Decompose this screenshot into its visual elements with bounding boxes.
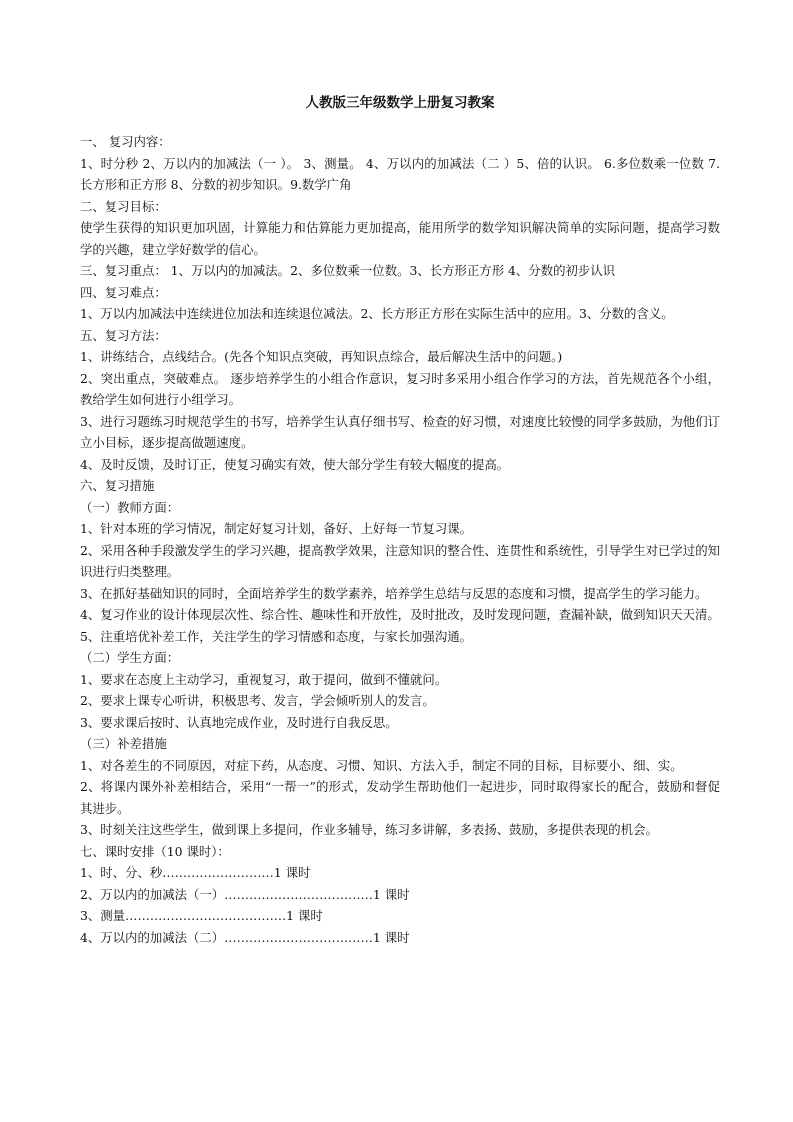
- remedial-item: 2、将课内课外补差相结合，采用“一帮一”的形式，发动学生帮助他们一起进步，同时取得家长的配合，鼓励和督促其进步。: [80, 779, 720, 816]
- section-heading-schedule: 七、课时安排（10 课时）：: [80, 843, 230, 859]
- subsection-remedial: （三）补差措施: [80, 736, 167, 751]
- teacher-item: 4、复习作业的设计体现层次性、综合性、趣味性和开放性，及时批改，及时发现问题，查漏补缺，做到知识天天清。: [80, 607, 720, 622]
- student-item: 3、要求课后按时、认真地完成作业，及时进行自我反思。: [80, 714, 398, 730]
- student-item: 2、要求上课专心听讲，积极思考、发言，学会倾听别人的发言。: [80, 693, 435, 708]
- document-title: 人教版三年级数学上册复习教案: [305, 95, 495, 111]
- section-heading-methods: 五、复习方法：: [80, 327, 167, 343]
- schedule-item: 3、测量…………………………………1 课时: [80, 908, 323, 923]
- teacher-item: 5、注重培优补差工作，关注学生的学习情感和态度，与家长加强沟通。: [80, 628, 472, 644]
- method-item: 3、进行习题练习时规范学生的书写，培养学生认真仔细书写、检查的好习惯，对速度比较慢的同学多鼓励，为他们订立小目标，逐步提高做题速度。: [80, 413, 720, 450]
- goals-text: 使学生获得的知识更加巩固，计算能力和估算能力更加提高，能用所学的数学知识解决简单的实际问题，提高学习数学的兴趣，建立学好数学的信心。: [80, 220, 720, 257]
- teacher-item: 1、针对本班的学习情况，制定好复习计划，备好、上好每一节复习课。: [80, 521, 472, 536]
- remedial-item: 1、对各差生的不同原因，对症下药，从态度、习惯、知识、方法入手，制定不同的目标，目标要小、细、实。: [80, 757, 683, 773]
- section-heading-content: 一、 复习内容：: [80, 134, 171, 149]
- teacher-item: 3、在抓好基础知识的同时，全面培养学生的数学素养，培养学生总结与反思的态度和习惯，提高学生的学习能力。: [80, 585, 708, 601]
- subsection-student: （二）学生方面：: [80, 650, 180, 665]
- section-heading-difficulties: 四、复习难点：: [80, 284, 167, 300]
- difficulties-text: 1、万以内加减法中连续进位加法和连续退位减法。2、长方形正方形在实际生活中的应用。3、分数的含义。: [80, 306, 674, 321]
- teacher-item: 2、采用各种手段激发学生的学习兴趣，提高教学效果，注意知识的整合性、连贯性和系统性，引导学生对已学过的知识进行归类整理。: [80, 542, 720, 579]
- method-item: 2、突出重点，突破难点。 逐步培养学生的小组合作意识，复习时多采用小组合作学习的方法，首先规范各个小组，教给学生如何进行小组学习。: [80, 370, 720, 407]
- remedial-item: 3、时刻关注这些学生，做到课上多提问，作业多辅导，练习多讲解，多表扬、鼓励，多提供表现的机会。: [80, 822, 658, 837]
- schedule-item: 2、万以内的加减法（一）………………………………1 课时: [80, 886, 410, 902]
- section-key-points: 三、复习重点： 1、万以内的加减法。2、多位数乘一位数。3、长方形正方形 4、分数的初步认识: [80, 263, 616, 278]
- schedule-item: 1、时、分、秒………………………1 课时: [80, 865, 311, 880]
- subsection-teacher: （一）教师方面：: [80, 499, 180, 515]
- document-page: [80, 92, 720, 948]
- content-list: 1、时分秒 2、万以内的加减法（一 ）。 3、测量。 4、万以内的加减法（二 ）5、倍的认识。 6.多位数乘一位数 7.长方形和正方形 8、分数的初步知识。9.数学广角: [80, 155, 720, 192]
- schedule-item: 4、万以内的加减法（二）………………………………1 课时: [80, 929, 410, 945]
- method-item: 1、讲练结合，点线结合。(先各个知识点突破，再知识点综合，最后解决生活中的问题。): [80, 349, 563, 364]
- document-body: [80, 131, 720, 948]
- method-item: 4、及时反馈，及时订正，使复习确实有效，使大部分学生有较大幅度的提高。: [80, 456, 510, 472]
- student-item: 1、要求在态度上主动学习，重视复习，敢于提问，做到不懂就问。: [80, 671, 448, 687]
- section-heading-measures: 六、复习措施: [80, 478, 155, 493]
- section-heading-goals: 二、复习目标：: [80, 198, 167, 214]
